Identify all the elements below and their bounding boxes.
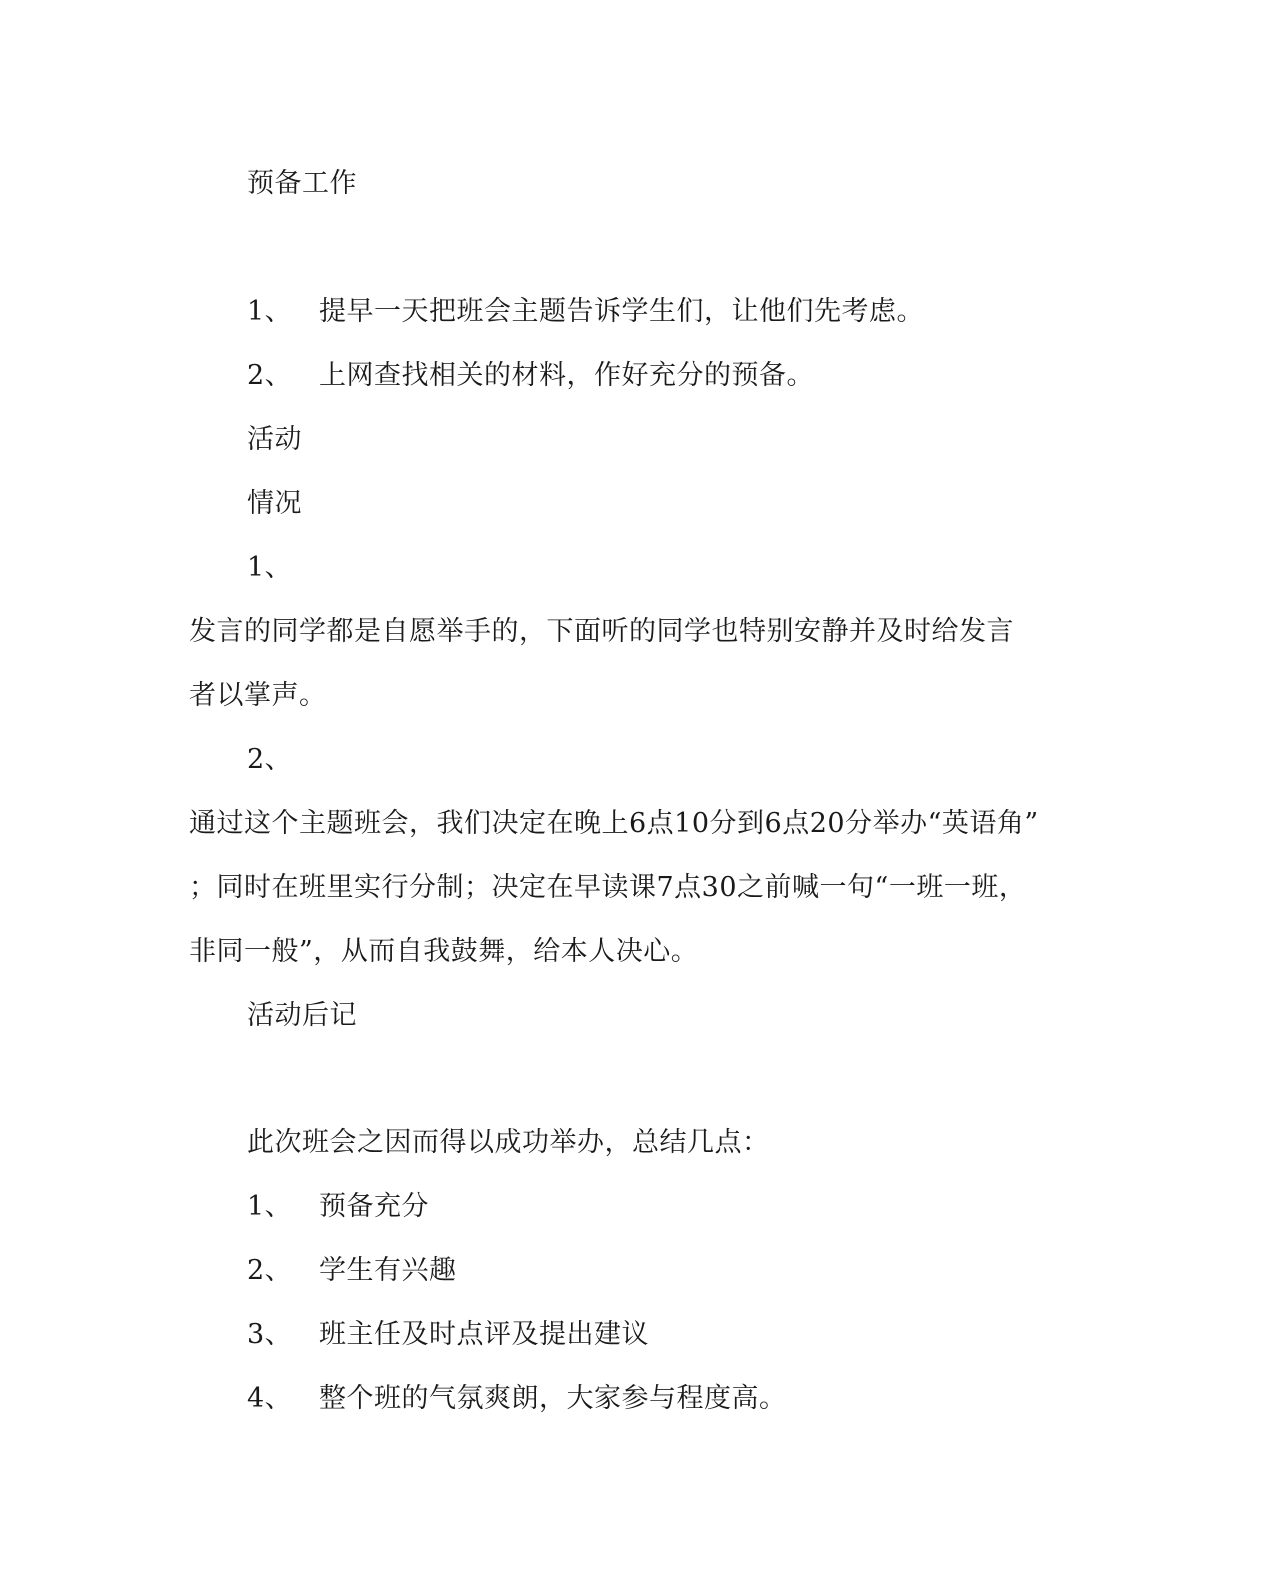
summary-item-4: [247, 1382, 787, 1416]
situation-2-line-2: ；同时在班里实行分制；决定在早读课7点30之前喊一句“一班一班，: [189, 872, 1027, 903]
summary-item-3: [247, 1318, 649, 1352]
summary-item-4-number: 4、: [247, 1383, 293, 1414]
summary-item-2-number: 2、: [247, 1255, 293, 1286]
summary-item-3-text: 班主任及时点评及提出建议: [319, 1319, 649, 1350]
prep-item-2-text: 上网查找相关的材料，作好充分的预备。: [319, 360, 814, 391]
summary-item-1-text: 预备充分: [319, 1191, 429, 1222]
situation-1-line-2: 者以掌声。: [189, 680, 327, 711]
situation-1-line-1: 发言的同学都是自愿举手的，下面听的同学也特别安静并及时给发言: [189, 616, 1014, 647]
summary-item-3-number: 3、: [247, 1319, 293, 1350]
summary-intro: 此次班会之因而得以成功举办，总结几点：: [247, 1127, 770, 1158]
prep-heading: 预备工作: [247, 168, 357, 199]
summary-item-1-number: 1、: [247, 1191, 293, 1222]
postscript-heading: 活动后记: [247, 1000, 357, 1031]
situation-1-number: 1、: [247, 552, 293, 583]
prep-item-2-number: 2、: [247, 360, 293, 391]
prep-item-2: [247, 359, 814, 393]
prep-item-1-text: 提早一天把班会主题告诉学生们，让他们先考虑。: [319, 296, 924, 327]
situation-2-line-3: 非同一般”，从而自我鼓舞，给本人决心。: [189, 936, 699, 967]
summary-item-2-text: 学生有兴趣: [319, 1255, 457, 1286]
situation-2-number: 2、: [247, 744, 293, 775]
prep-item-1-number: 1、: [247, 296, 293, 327]
activity-heading: 活动: [247, 424, 302, 455]
summary-item-1: [247, 1190, 429, 1224]
prep-item-1: [247, 295, 924, 329]
summary-item-2: [247, 1254, 457, 1288]
summary-item-4-text: 整个班的气氛爽朗，大家参与程度高。: [319, 1383, 787, 1414]
situation-2-line-1: 通过这个主题班会，我们决定在晚上6点10分到6点20分举办“英语角”: [189, 808, 1039, 839]
situation-heading: 情况: [247, 488, 302, 519]
